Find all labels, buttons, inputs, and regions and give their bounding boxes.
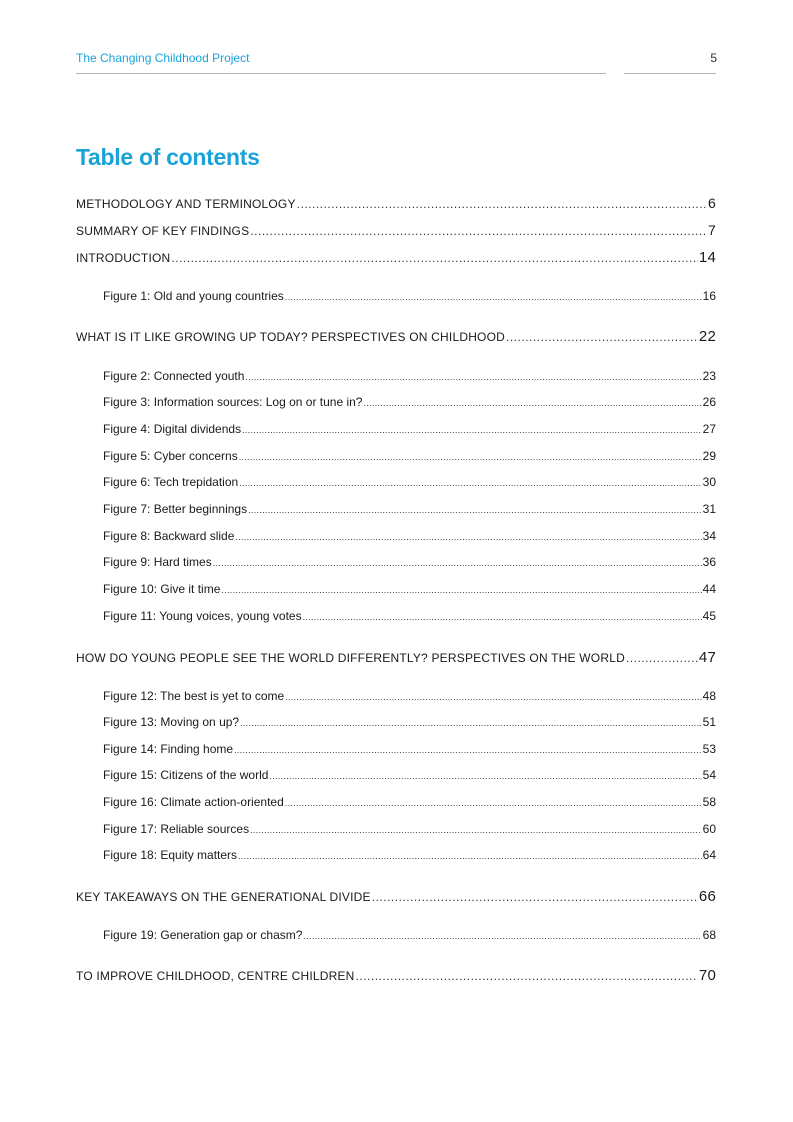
toc-entry-page: 70 <box>698 967 716 984</box>
toc-figure-17[interactable] <box>103 822 716 836</box>
toc-entry-improve-childhood[interactable] <box>76 967 716 984</box>
toc-entry-page: 51 <box>702 715 716 729</box>
toc-entry-label: KEY TAKEAWAYS ON THE GENERATIONAL DIVIDE <box>76 890 371 904</box>
toc-figure-4[interactable] <box>103 422 716 436</box>
dot-leader <box>239 452 702 462</box>
dot-leader <box>269 771 701 781</box>
toc-entry-label: Figure 6: Tech trepidation <box>103 475 239 489</box>
toc-entry-label: Figure 14: Finding home <box>103 742 234 756</box>
toc-entry-page: 6 <box>708 195 716 211</box>
toc-entry-label: Figure 7: Better beginnings <box>103 502 248 516</box>
toc-entry-label: WHAT IS IT LIKE GROWING UP TODAY? PERSPECTIVES ON CHILDHOOD <box>76 330 505 344</box>
dot-leader <box>245 372 701 382</box>
toc-entry-label: METHODOLOGY AND TERMINOLOGY <box>76 197 296 211</box>
toc-entry-page: 14 <box>698 249 716 266</box>
toc-figure-5[interactable] <box>103 449 716 463</box>
toc-entry-page: 66 <box>698 888 716 905</box>
dot-leader <box>213 558 702 568</box>
dot-leader <box>250 825 702 835</box>
toc-entry-page: 29 <box>702 449 716 463</box>
toc-entry-summary[interactable] <box>76 222 716 238</box>
toc-entry-page: 47 <box>698 649 716 666</box>
dot-leader <box>303 612 702 622</box>
toc-figure-14[interactable] <box>103 742 716 756</box>
dot-leader <box>356 969 698 983</box>
toc-figure-10[interactable] <box>103 582 716 596</box>
dot-leader <box>242 425 702 435</box>
page-number: 5 <box>710 51 717 65</box>
toc-entry-label: Figure 1: Old and young countries <box>103 289 284 303</box>
toc-entry-label: Figure 3: Information sources: Log on or tune in? <box>103 395 363 409</box>
toc-entry-label: Figure 4: Digital dividends <box>103 422 242 436</box>
toc-entry-page: 27 <box>702 422 716 436</box>
dot-leader <box>297 197 707 211</box>
dot-leader <box>250 224 707 238</box>
dot-leader <box>285 692 701 702</box>
toc-entry-page: 53 <box>702 742 716 756</box>
toc-figure-1[interactable] <box>103 289 716 303</box>
toc-entry-page: 31 <box>702 502 716 516</box>
toc-entry-label: Figure 5: Cyber concerns <box>103 449 238 463</box>
toc-entry-page: 16 <box>702 289 716 303</box>
toc-entry-key-takeaways[interactable] <box>76 888 716 905</box>
toc-entry-page: 36 <box>702 555 716 569</box>
dot-leader <box>372 890 698 904</box>
toc-entry-page: 64 <box>702 848 716 862</box>
toc-entry-label: Figure 8: Backward slide <box>103 529 235 543</box>
dot-leader <box>234 745 702 755</box>
toc-entry-page: 54 <box>702 768 716 782</box>
toc-entry-label: Figure 13: Moving on up? <box>103 715 240 729</box>
toc-entry-page: 7 <box>708 222 716 238</box>
dot-leader <box>235 532 701 542</box>
dot-leader <box>221 585 701 595</box>
toc-figure-12[interactable] <box>103 689 716 703</box>
toc-entry-page: 34 <box>702 529 716 543</box>
toc-figure-9[interactable] <box>103 555 716 569</box>
toc-entry-label: Figure 18: Equity matters <box>103 848 238 862</box>
toc-entry-world-perspectives[interactable] <box>76 649 716 666</box>
toc-entry-page: 58 <box>702 795 716 809</box>
dot-leader <box>506 330 698 344</box>
dot-leader <box>171 251 698 265</box>
toc-entry-page: 22 <box>698 328 716 345</box>
toc-entry-page: 30 <box>702 475 716 489</box>
toc-entry-label: Figure 9: Hard times <box>103 555 212 569</box>
toc-figure-19[interactable] <box>103 928 716 942</box>
toc-entry-page: 45 <box>702 609 716 623</box>
toc-figure-6[interactable] <box>103 475 716 489</box>
dot-leader <box>238 851 702 861</box>
toc-figure-13[interactable] <box>103 715 716 729</box>
toc-entry-page: 23 <box>702 369 716 383</box>
toc-figure-15[interactable] <box>103 768 716 782</box>
toc-figure-18[interactable] <box>103 848 716 862</box>
toc-heading: Table of contents <box>76 144 260 170</box>
toc-entry-page: 26 <box>702 395 716 409</box>
toc-entry-page: 44 <box>702 582 716 596</box>
toc-entry-introduction[interactable] <box>76 249 716 266</box>
dot-leader <box>285 798 702 808</box>
dot-leader <box>363 398 701 408</box>
toc-entry-label: Figure 2: Connected youth <box>103 369 245 383</box>
toc-figure-7[interactable] <box>103 502 716 516</box>
toc-figure-8[interactable] <box>103 529 716 543</box>
dot-leader <box>626 651 698 665</box>
toc-entry-label: INTRODUCTION <box>76 251 171 265</box>
toc-entry-label: HOW DO YOUNG PEOPLE SEE THE WORLD DIFFERENTLY? PERSPECTIVES ON THE WORLD <box>76 651 625 665</box>
toc-figure-11[interactable] <box>103 609 716 623</box>
toc-entry-page: 68 <box>702 928 716 942</box>
toc-entry-label: TO IMPROVE CHILDHOOD, CENTRE CHILDREN <box>76 969 355 983</box>
toc-entry-label: Figure 10: Give it time <box>103 582 221 596</box>
toc-entry-label: Figure 17: Reliable sources <box>103 822 250 836</box>
toc-entry-label: Figure 11: Young voices, young votes <box>103 609 302 623</box>
toc-entry-page: 48 <box>702 689 716 703</box>
dot-leader <box>240 718 702 728</box>
toc-entry-growing-up[interactable] <box>76 328 716 345</box>
toc-entry-methodology[interactable] <box>76 195 716 211</box>
toc-entry-label: Figure 12: The best is yet to come <box>103 689 285 703</box>
toc-figure-16[interactable] <box>103 795 716 809</box>
toc-entry-label: SUMMARY OF KEY FINDINGS <box>76 224 250 238</box>
dot-leader <box>303 931 701 941</box>
toc-entry-label: Figure 19: Generation gap or chasm? <box>103 928 303 942</box>
toc-figure-2[interactable] <box>103 369 716 383</box>
toc-entry-label: Figure 16: Climate action-oriented <box>103 795 284 809</box>
dot-leader <box>285 292 702 302</box>
dot-leader <box>248 505 702 515</box>
toc-figure-3[interactable] <box>103 395 716 409</box>
document-title: The Changing Childhood Project <box>76 51 250 65</box>
toc-entry-page: 60 <box>702 822 716 836</box>
dot-leader <box>239 478 701 488</box>
toc-entry-label: Figure 15: Citizens of the world <box>103 768 269 782</box>
